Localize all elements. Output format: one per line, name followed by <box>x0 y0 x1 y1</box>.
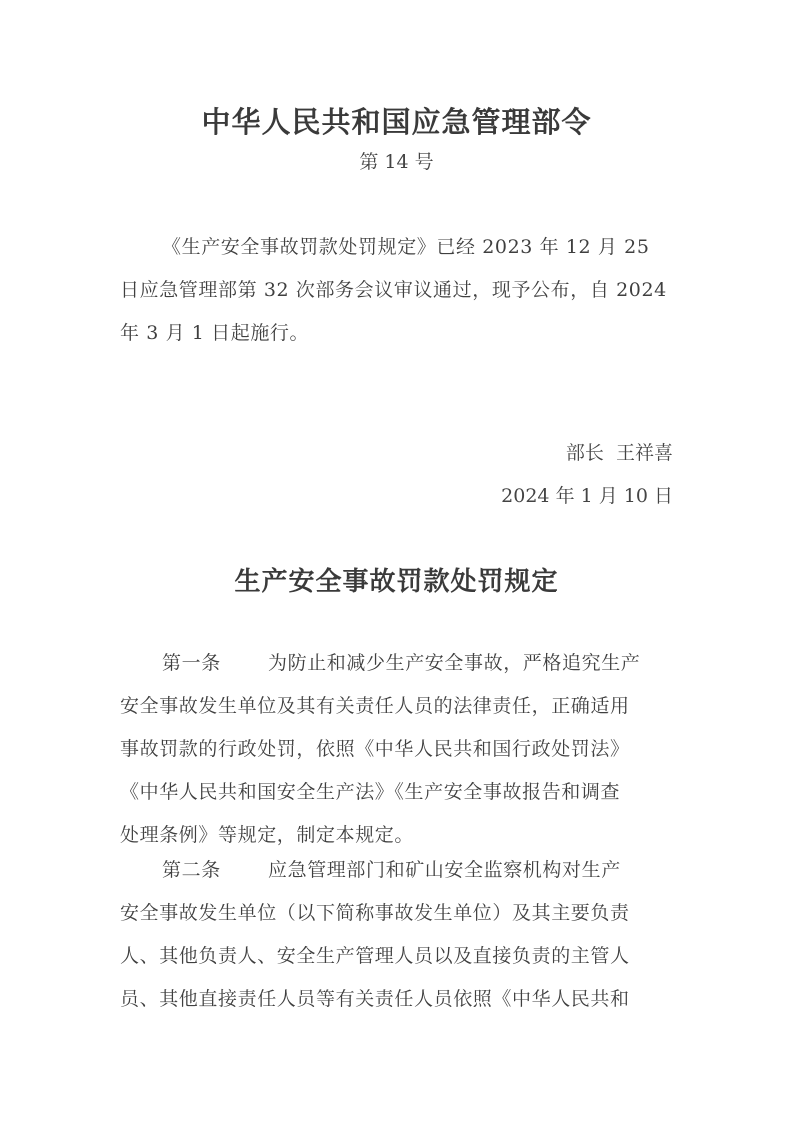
regulation-title: 生产安全事故罚款处罚规定 <box>234 567 559 597</box>
article-line: 安全事故发生单位及其有关责任人员的法律责任，正确适用 <box>120 695 630 717</box>
article-first-line <box>120 642 673 685</box>
article-1 <box>120 642 673 857</box>
article-label: 第二条 <box>162 859 221 881</box>
decree-number: 第 14 号 <box>359 151 434 173</box>
intro-line: 《生产安全事故罚款处罚规定》已经 2023 年 12 月 25 <box>162 236 650 258</box>
decree-date: 2024 年 1 月 10 日 <box>501 485 673 507</box>
decree-title: 中华人民共和国应急管理部令 <box>201 105 592 139</box>
article-line: 《中华人民共和国安全生产法》《生产安全事故报告和调查 <box>120 781 621 803</box>
article-text: 为防止和减少生产安全事故，严格追究生产 <box>268 652 641 674</box>
decree-intro-paragraph <box>120 226 673 355</box>
article-line: 事故罚款的行政处罚，依照《中华人民共和国行政处罚法》 <box>120 738 630 760</box>
article-line: 人、其他负责人、安全生产管理人员以及直接负责的主管人 <box>120 945 630 967</box>
article-line: 处理条例》等规定，制定本规定。 <box>120 824 415 846</box>
signatory: 部长 王祥喜 <box>565 442 673 464</box>
article-first-line <box>120 849 673 892</box>
intro-line: 日应急管理部第 32 次部务会议审议通过，现予公布，自 2024 <box>120 279 667 301</box>
intro-line: 年 3 月 1 日起施行。 <box>120 322 310 344</box>
article-text: 应急管理部门和矿山安全监察机构对生产 <box>268 859 621 881</box>
article-label: 第一条 <box>162 652 221 674</box>
article-2 <box>120 849 673 1021</box>
article-line: 员、其他直接责任人员等有关责任人员依照《中华人民共和 <box>120 988 630 1010</box>
article-line: 安全事故发生单位（以下简称事故发生单位）及其主要负责 <box>120 902 630 924</box>
